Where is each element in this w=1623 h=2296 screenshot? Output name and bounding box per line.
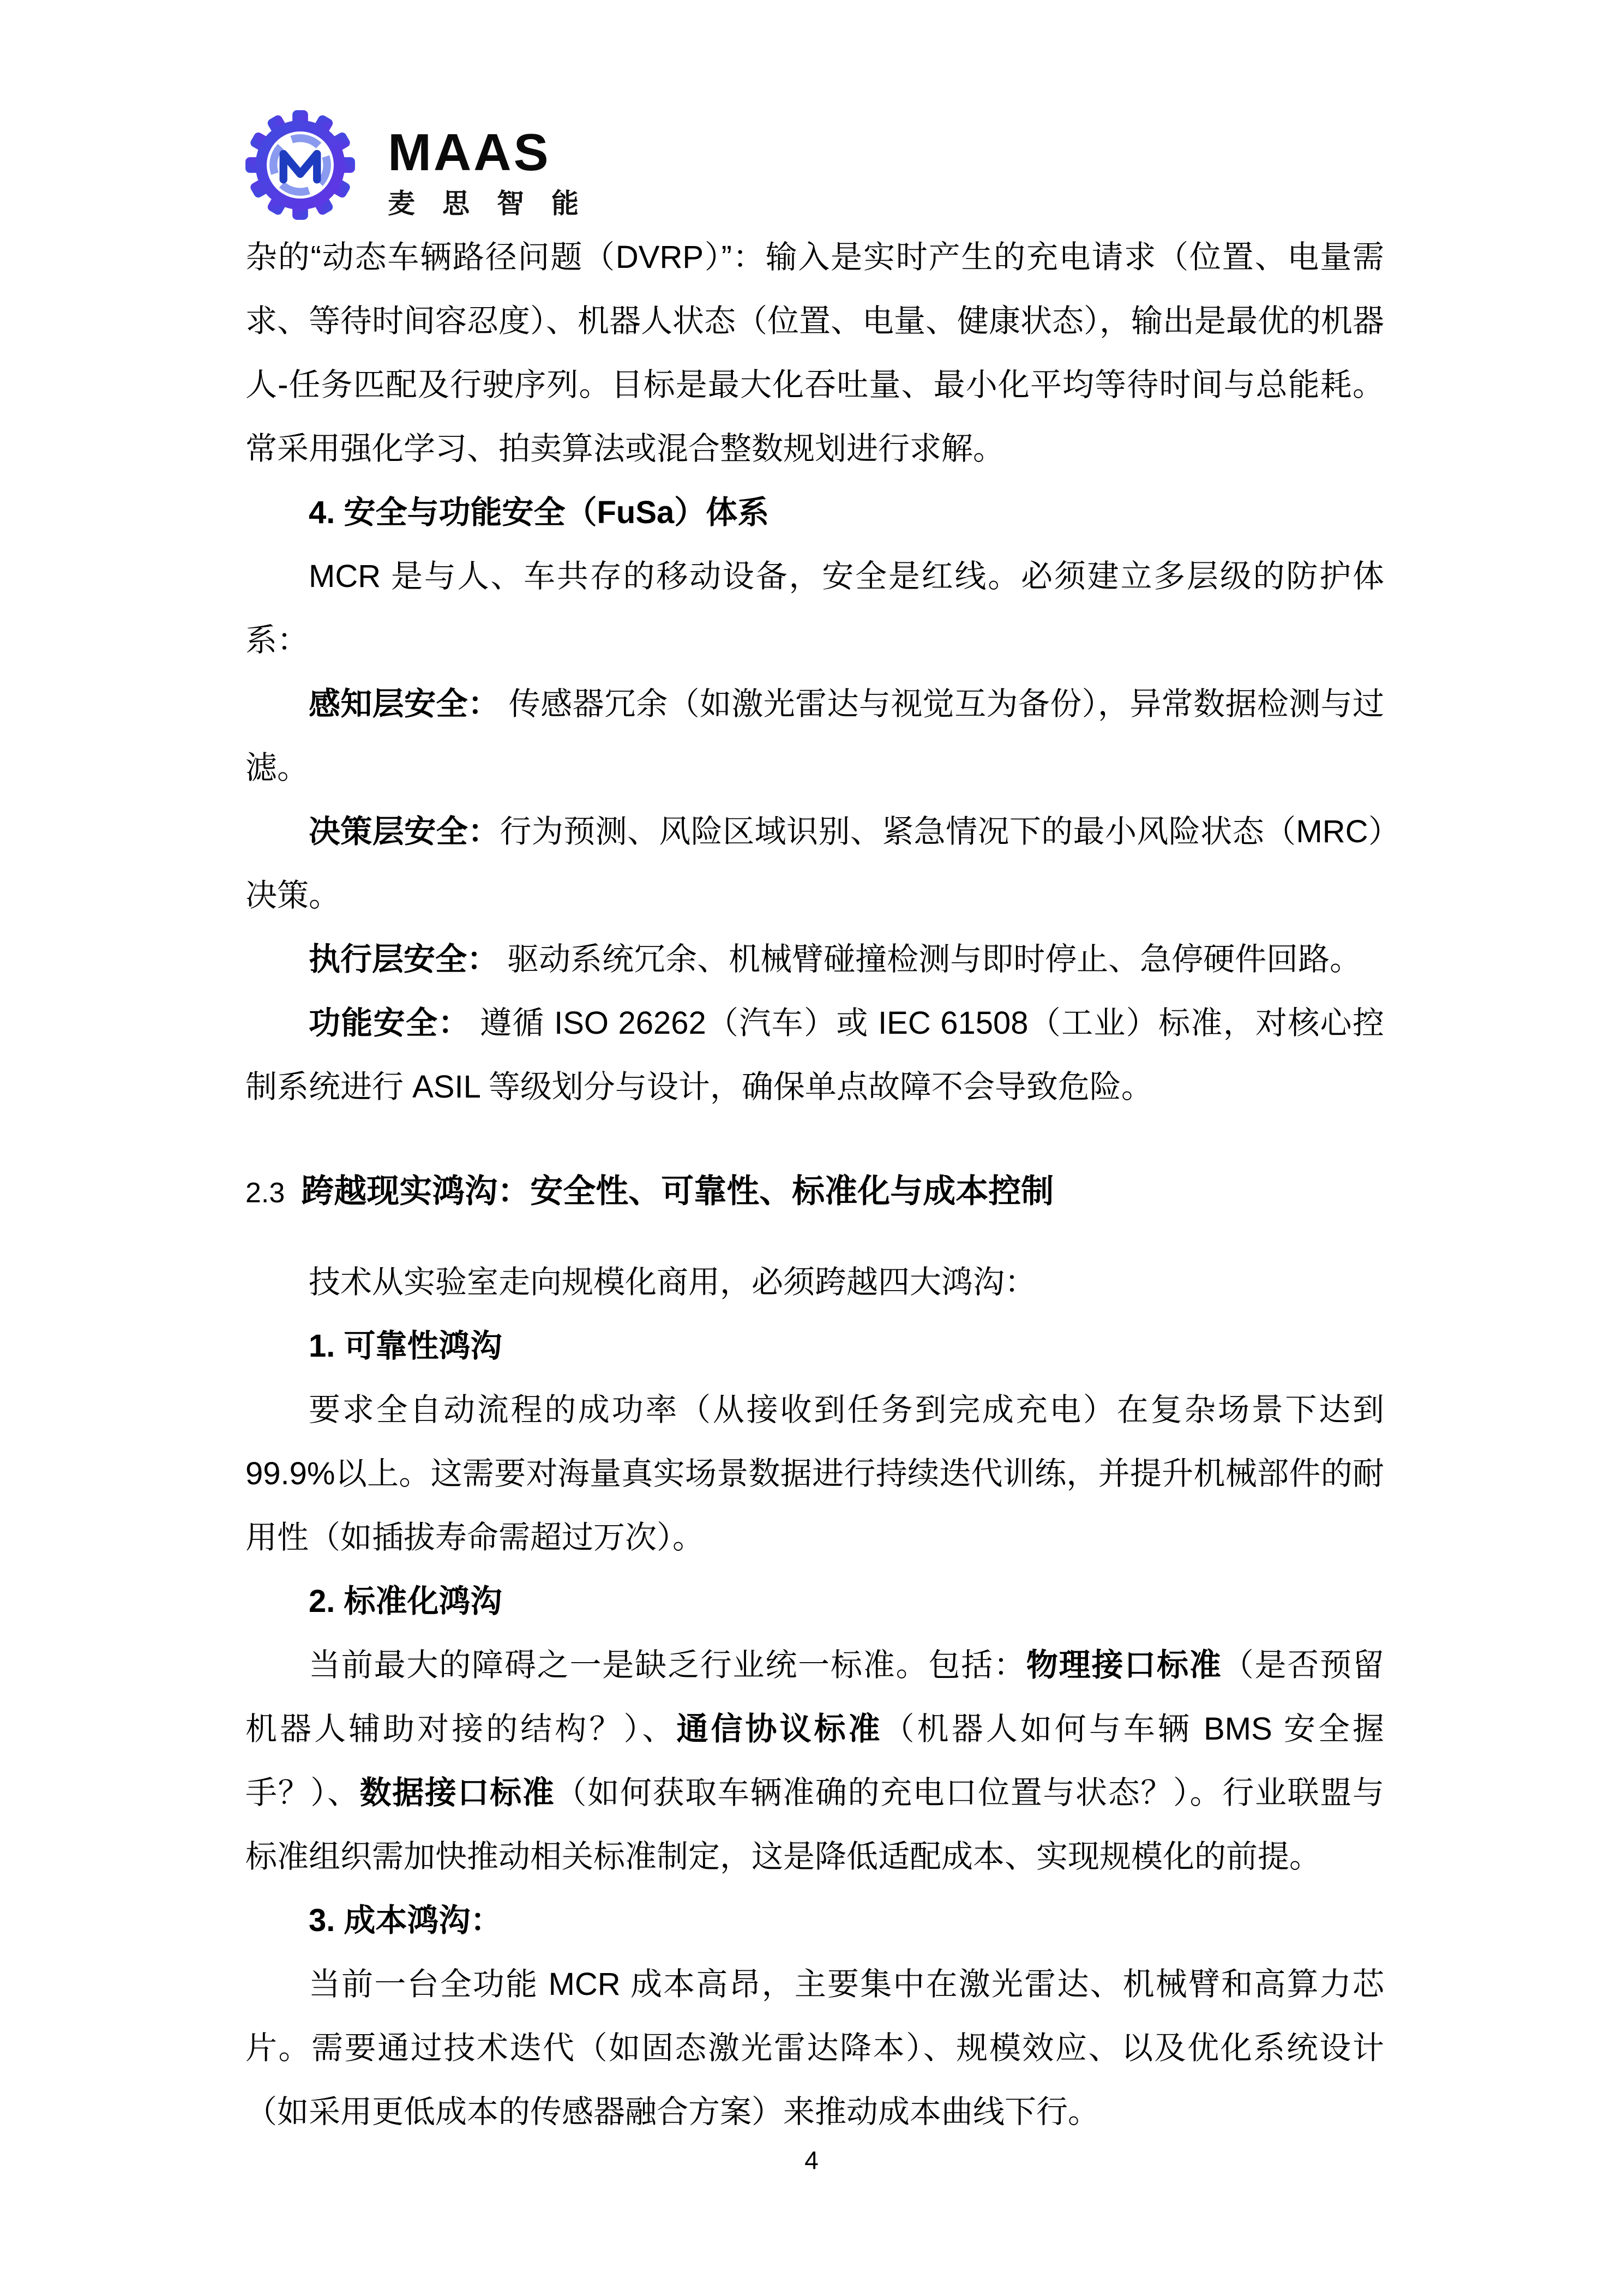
label-decision-safety: 决策层安全：	[309, 814, 500, 849]
paragraph-functional-safety	[245, 991, 1384, 1119]
paragraph-gap-standardization	[245, 1633, 1384, 1889]
paragraph-gap-reliability: 要求全自动流程的成功率（从接收到任务到完成充电）在复杂场景下达到99.9%以上。这需要对海量真实场景数据进行持续迭代训练，并提升机械部件的耐用性（如插拔寿命需超过万次）。	[245, 1392, 1384, 1555]
document-body	[245, 225, 1384, 2144]
heading-fusa: 4. 安全与功能安全（FuSa）体系	[309, 495, 770, 530]
heading-gap-cost: 3. 成本鸿沟：	[309, 1903, 502, 1938]
logo	[244, 109, 606, 221]
logo-wordmark-cn: 麦思智能	[388, 188, 606, 219]
heading-gap-reliability: 1. 可靠性鸿沟	[309, 1328, 502, 1364]
run-data-note: （如何获取车辆准确的充电口位置与状态？）。行业联盟与标准组织需加快推动相关标准制定，这是降低适配成本、实现规模化的前提。	[245, 1775, 1384, 1874]
section-heading-2-3	[245, 1159, 1384, 1225]
label-perception-safety: 感知层安全：	[309, 686, 500, 722]
text-execution-safety: 驱动系统冗余、机械臂碰撞检测与即时停止、急停硬件回路。	[498, 942, 1362, 977]
text-functional-safety: 遵循 ISO 26262（汽车）或 IEC 61508（工业）标准，对核心控制系统进行 ASIL 等级划分与设计，确保单点故障不会导致危险。	[245, 1005, 1384, 1105]
gear-m-logo-icon	[244, 109, 356, 221]
text-decision-safety: 行为预测、风险区域识别、紧急情况下的最小风险状态（MRC）决策。	[245, 814, 1384, 913]
page-number: 4	[804, 2146, 819, 2174]
run-communication-note: （机器人如何与车辆 BMS 安全握手？）、	[245, 1711, 1384, 1811]
paragraph-dvrp: 杂的“动态车辆路径问题（DVRP）”：输入是实时产生的充电请求（位置、电量需求、等待时间容忍度）、机器人状态（位置、电量、健康状态），输出是最优的机器人-任务匹配及行驶序列。目标是最大化吞吐量、最小化平均等待时间与总能耗。常采用强化学习、拍卖算法或混合整数规划进行求解。	[245, 239, 1385, 466]
paragraph-execution-safety	[245, 927, 1384, 991]
heading-gap-standardization: 2. 标准化鸿沟	[309, 1584, 502, 1619]
label-functional-safety: 功能安全：	[309, 1005, 471, 1041]
paragraph-four-gaps-intro: 技术从实验室走向规模化商用，必须跨越四大鸿沟：	[309, 1264, 1037, 1300]
run-communication-protocol-standard: 通信协议标准	[676, 1711, 883, 1747]
run-physical-interface-standard: 物理接口标准	[1026, 1647, 1222, 1683]
run-physical-note: （是否预留机器人辅助对接的结构？）、	[245, 1647, 1384, 1747]
logo-text	[388, 109, 606, 217]
paragraph-gap-cost: 当前一台全功能 MCR 成本高昂，主要集中在激光雷达、机械臂和高算力芯片。需要通过技术迭代（如固态激光雷达降本）、规模效应、以及优化系统设计（如采用更低成本的传感器融合方案）来推动成本曲线下行。	[245, 1967, 1384, 2130]
section-title: 跨越现实鸿沟：安全性、可靠性、标准化与成本控制	[301, 1173, 1054, 1209]
text-perception-safety: 传感器冗余（如激光雷达与视觉互为备份），异常数据检测与过滤。	[245, 686, 1384, 786]
label-execution-safety: 执行层安全：	[309, 942, 499, 977]
section-number: 2.3	[245, 1177, 285, 1209]
run-data-interface-standard: 数据接口标准	[359, 1775, 555, 1811]
logo-wordmark: MAAS	[388, 123, 551, 182]
paragraph-decision-safety	[245, 800, 1384, 927]
paragraph-perception-safety	[245, 672, 1384, 800]
run-standard-intro: 当前最大的障碍之一是缺乏行业统一标准。包括：	[309, 1647, 1026, 1683]
paragraph-mcr-safety: MCR 是与人、车共存的移动设备，安全是红线。必须建立多层级的防护体系：	[245, 559, 1384, 658]
